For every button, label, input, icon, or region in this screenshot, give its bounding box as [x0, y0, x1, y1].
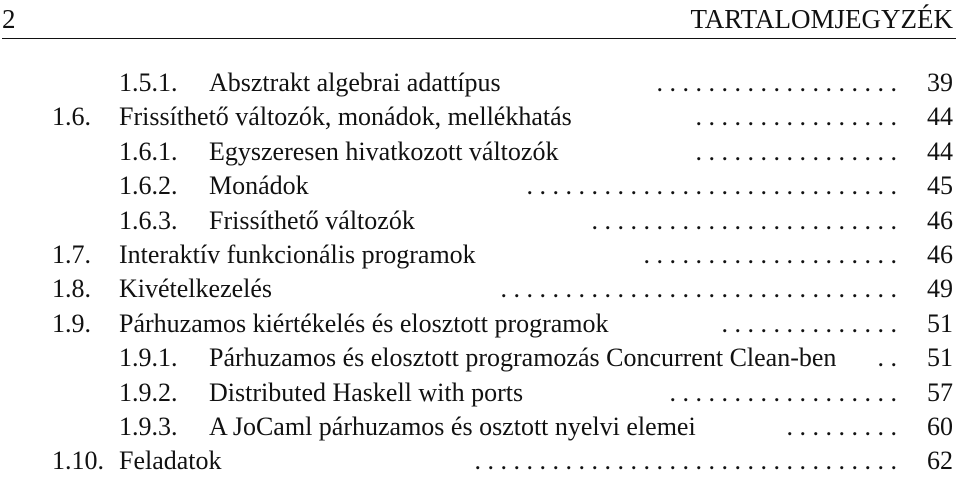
toc-entry-title: Frissíthető változók, monádok, mellékhatás [119, 102, 572, 132]
toc-leader-dots: . . [877, 343, 897, 373]
toc-entry[interactable] [0, 68, 959, 102]
toc-entry-page: 39 [927, 68, 953, 97]
toc-entry-page: 62 [927, 446, 953, 476]
toc-entry-page: 51 [927, 308, 953, 338]
toc-entry[interactable] [0, 206, 959, 240]
toc-entry-title: Párhuzamos kiértékelés és elosztott programok [119, 308, 609, 338]
toc-entry-number: 1.9.2. [119, 377, 178, 407]
toc-entry-page: 46 [927, 239, 953, 269]
toc-entry-title: Monádok [209, 171, 309, 201]
toc-entry-number: 1.6.1. [119, 136, 178, 166]
toc-leader-dots: . . . . . . . . . . . . . . . . [695, 136, 897, 166]
toc-entry-number: 1.7. [52, 239, 91, 269]
toc-entry-page: 49 [927, 274, 953, 304]
toc-entry-page: 46 [927, 205, 953, 235]
toc-entry-title: Interaktív funkcionális programok [119, 239, 476, 269]
toc-entry[interactable] [0, 171, 959, 205]
table-of-contents [0, 68, 959, 481]
toc-leader-dots: . . . . . . . . . . . . . . [721, 308, 897, 338]
toc-entry-number: 1.6.3. [119, 205, 178, 235]
toc-entry[interactable] [0, 378, 959, 412]
toc-entry-title: Feladatok [119, 446, 222, 476]
page-number: 2 [2, 4, 16, 34]
toc-entry-number: 1.8. [52, 274, 91, 304]
toc-entry[interactable] [0, 343, 959, 377]
toc-entry-title: Párhuzamos és elosztott programozás Concurrent Clean-ben [209, 343, 837, 373]
toc-entry-title: Absztrakt algebrai adattípus [209, 68, 501, 97]
toc-entry-number: 1.10. [52, 446, 104, 476]
toc-entry-number: 1.5.1. [119, 68, 178, 97]
toc-leader-dots: . . . . . . . . . . . . . . . . . . . . [643, 239, 897, 269]
toc-entry-title: Frissíthető változók [209, 205, 415, 235]
toc-entry-page: 57 [927, 377, 953, 407]
toc-entry-title: Egyszeresen hivatkozott változók [209, 136, 559, 166]
toc-entry-page: 60 [927, 411, 953, 441]
toc-leader-dots: . . . . . . . . . [786, 411, 897, 441]
toc-entry-title: A JoCaml párhuzamos és osztott nyelvi elemei [209, 411, 696, 441]
toc-entry[interactable] [0, 137, 959, 171]
toc-entry-title: Distributed Haskell with ports [209, 377, 524, 407]
toc-entry-page: 51 [927, 343, 953, 373]
toc-leader-dots: . . . . . . . . . . . . . . . . . . . . . . . . . . . . . . . [500, 274, 897, 304]
toc-entry[interactable] [0, 102, 959, 136]
toc-entry[interactable] [0, 240, 959, 274]
header-rule [2, 38, 956, 39]
toc-entry-page: 44 [927, 136, 953, 166]
toc-entry[interactable] [0, 412, 959, 446]
toc-leader-dots: . . . . . . . . . . . . . . . . . . . . . . . . . . . . . . . . . [474, 446, 897, 476]
toc-entry-number: 1.6. [52, 102, 91, 132]
toc-leader-dots: . . . . . . . . . . . . . . . . [695, 102, 897, 132]
toc-entry-title: Kivételkezelés [119, 274, 273, 304]
toc-leader-dots: . . . . . . . . . . . . . . . . . . [669, 377, 897, 407]
toc-entry-number: 1.9.1. [119, 343, 178, 373]
running-title: TARTALOMJEGYZÉK [690, 4, 953, 34]
toc-leader-dots: . . . . . . . . . . . . . . . . . . . . . . . . [591, 205, 897, 235]
toc-leader-dots: . . . . . . . . . . . . . . . . . . . [656, 68, 897, 97]
toc-entry[interactable] [0, 446, 959, 480]
toc-entry-number: 1.9. [52, 308, 91, 338]
toc-entry-number: 1.9.3. [119, 411, 178, 441]
toc-entry[interactable] [0, 309, 959, 343]
toc-entry-page: 44 [927, 102, 953, 132]
toc-entry-number: 1.6.2. [119, 171, 178, 201]
toc-leader-dots: . . . . . . . . . . . . . . . . . . . . . . . . . . . . . [526, 171, 897, 201]
page-header [0, 0, 959, 38]
toc-entry-page: 45 [927, 171, 953, 201]
toc-entry[interactable] [0, 274, 959, 308]
